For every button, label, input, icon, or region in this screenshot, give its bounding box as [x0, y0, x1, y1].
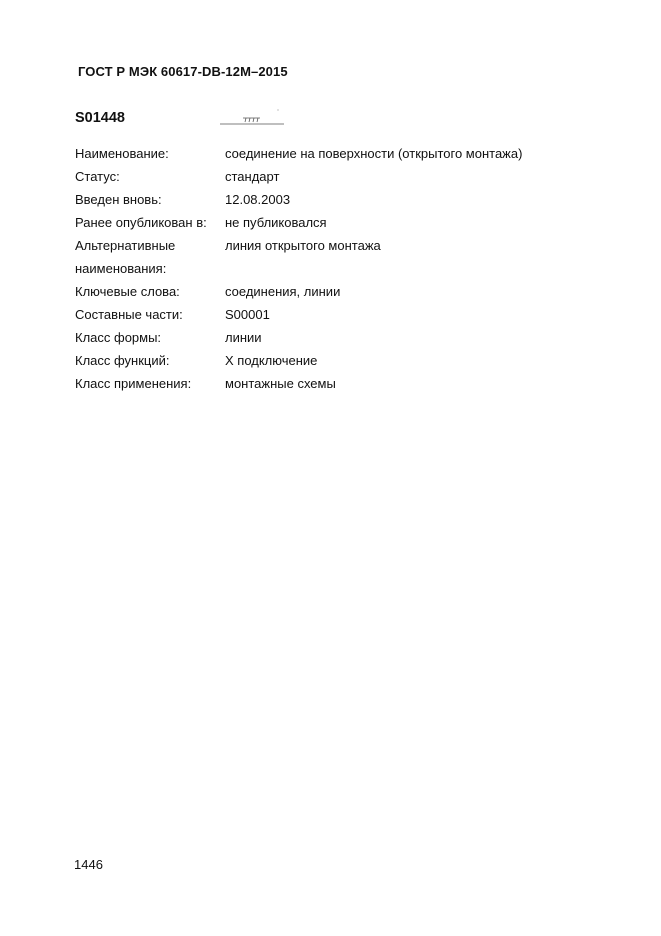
document-header: ГОСТ Р МЭК 60617-DB-12M–2015	[78, 64, 288, 79]
property-value: линия открытого монтажа	[225, 238, 381, 253]
property-label: Альтернативные наименования:	[75, 238, 176, 276]
property-label: Введен вновь:	[75, 192, 162, 207]
property-label: Класс формы:	[75, 330, 162, 345]
property-row	[75, 142, 595, 165]
property-row	[75, 303, 595, 326]
symbol-code: S01448	[75, 110, 125, 126]
surface-mounted-connection-symbol-icon	[218, 108, 286, 128]
property-value: не публиковался	[225, 215, 327, 230]
property-label: Составные части:	[75, 307, 183, 322]
property-label: Класс функций:	[75, 353, 170, 368]
property-value: 12.08.2003	[225, 192, 291, 207]
property-row	[75, 211, 595, 234]
property-value: стандарт	[225, 169, 280, 184]
property-label: Ключевые слова:	[75, 284, 180, 299]
property-label: Класс применения:	[75, 376, 192, 391]
property-label: Наименование:	[75, 146, 169, 161]
page-number: 1446	[74, 857, 103, 872]
property-value: соединения, линии	[225, 284, 341, 299]
property-row	[75, 349, 595, 372]
property-row	[75, 280, 595, 303]
property-value: монтажные схемы	[225, 376, 336, 391]
property-row	[75, 234, 595, 280]
property-value: X подключение	[225, 353, 318, 368]
property-value: линии	[225, 330, 262, 345]
property-label: Статус:	[75, 169, 120, 184]
property-row	[75, 326, 595, 349]
property-row	[75, 372, 595, 395]
properties-table	[75, 142, 595, 395]
property-value: S00001	[225, 307, 270, 322]
property-row	[75, 188, 595, 211]
property-row	[75, 165, 595, 188]
property-label: Ранее опубликован в:	[75, 215, 207, 230]
property-value: соединение на поверхности (открытого монтажа)	[225, 146, 523, 161]
